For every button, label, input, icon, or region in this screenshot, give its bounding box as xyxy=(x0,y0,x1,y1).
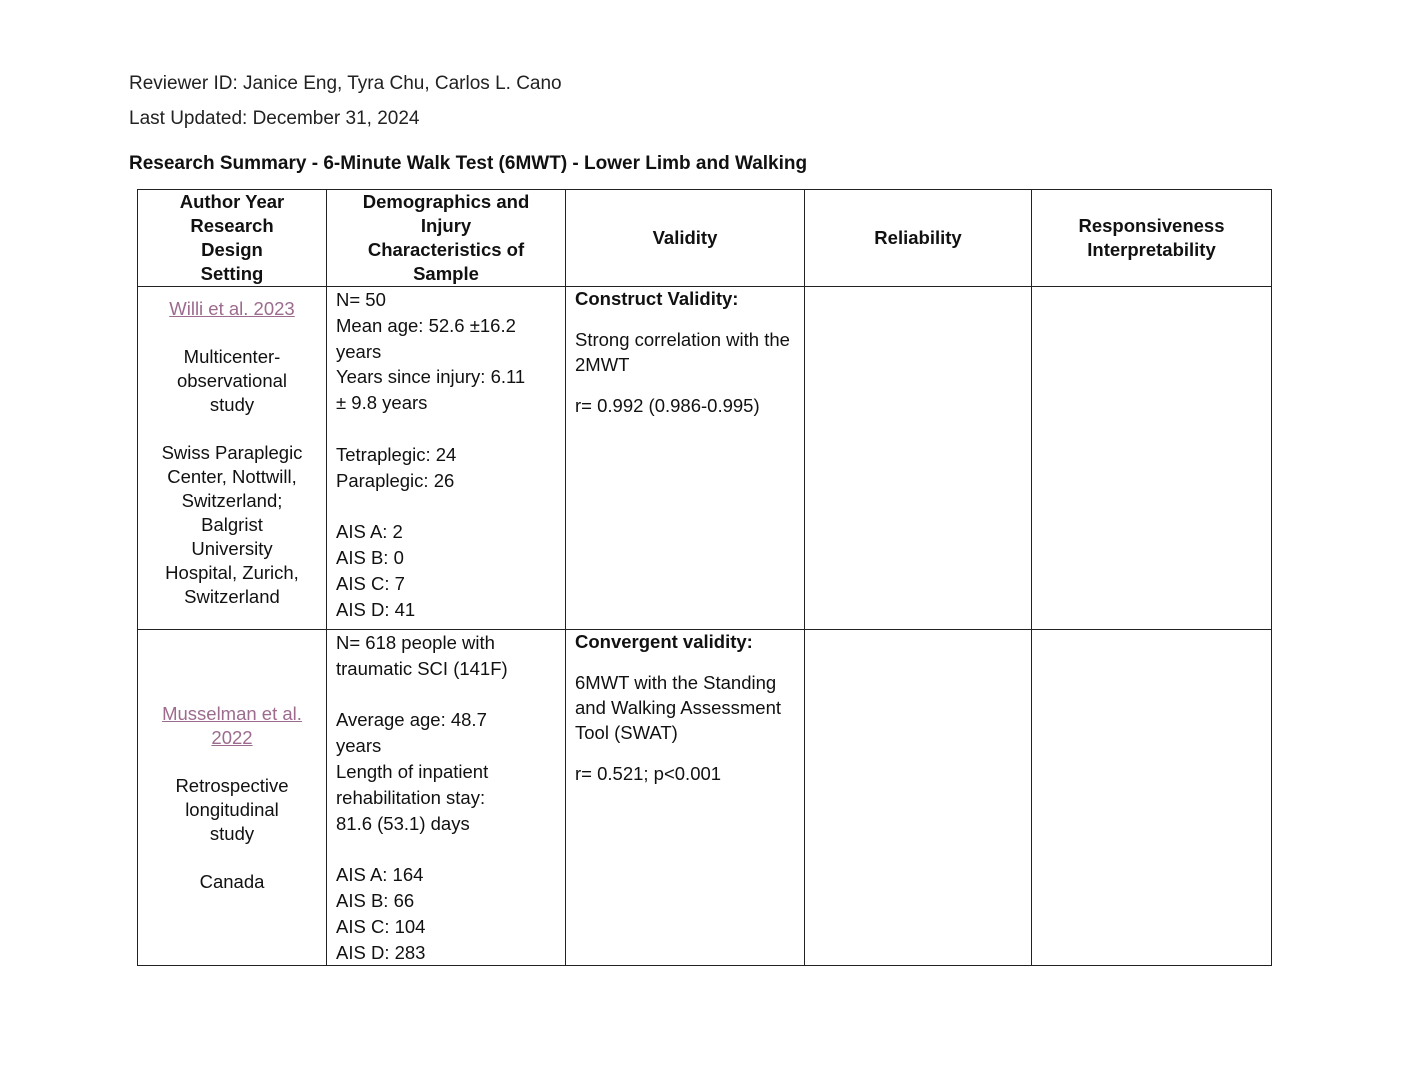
demographics-line: AIS C: 7 xyxy=(336,572,405,594)
header-demographics-line: Injury xyxy=(420,215,472,236)
header-author-line: Author Year xyxy=(179,191,285,212)
reliability-cell xyxy=(805,630,1032,966)
demographics-line: Paraplegic: 26 xyxy=(336,469,455,491)
demographics-line: AIS A: 164 xyxy=(336,864,424,886)
author-cell xyxy=(138,630,327,966)
reliability-cell xyxy=(805,287,1032,630)
study-setting-line: Hospital, Zurich, xyxy=(165,562,299,583)
table-header-row xyxy=(138,190,1272,287)
demographics-line: Mean age: 52.6 ±16.2 xyxy=(336,314,516,336)
header-author-line: Design xyxy=(201,239,263,260)
header-responsiveness-line: Interpretability xyxy=(1087,239,1216,260)
header-validity: Validity xyxy=(566,190,805,287)
study-setting-line: Center, Nottwill, xyxy=(167,466,297,487)
study-design-line: study xyxy=(209,822,255,844)
study-setting-line: Swiss Paraplegic xyxy=(161,442,303,463)
study-design-line: Multicenter- xyxy=(183,346,281,367)
demographics-line: AIS D: 41 xyxy=(336,598,416,620)
validity-text: Strong correlation with the 2MWT xyxy=(575,329,790,375)
study-link-musselman-2022[interactable]: Musselman et al. 2022 xyxy=(162,702,302,748)
study-setting-line: Balgrist xyxy=(201,514,263,535)
study-design-line: longitudinal xyxy=(185,798,279,820)
demographics-line: AIS D: 283 xyxy=(336,941,426,963)
demographics-line: years xyxy=(336,340,382,362)
validity-heading: Convergent validity: xyxy=(575,631,753,652)
header-responsiveness xyxy=(1032,190,1272,287)
demographics-line: rehabilitation stay: xyxy=(336,786,486,808)
demographics-line: 81.6 (53.1) days xyxy=(336,812,470,834)
study-setting-line: Switzerland xyxy=(184,586,280,607)
demographics-line: years xyxy=(336,735,382,757)
demographics-cell xyxy=(327,287,566,630)
header-responsiveness-line: Responsiveness xyxy=(1078,215,1225,236)
demographics-line: Length of inpatient xyxy=(336,760,489,782)
table-row xyxy=(138,630,1272,966)
header-reliability: Reliability xyxy=(805,190,1032,287)
demographics-spacer xyxy=(336,493,556,519)
study-design-line: observational xyxy=(176,370,288,391)
demographics-line: Years since injury: 6.11 xyxy=(336,366,526,388)
demographics-line: traumatic SCI (141F) xyxy=(336,657,508,679)
header-author xyxy=(138,190,327,287)
page-title: Research Summary - 6-Minute Walk Test (6MWT) - Lower Limb and Walking xyxy=(129,153,808,174)
last-updated: Last Updated: December 31, 2024 xyxy=(129,108,420,129)
study-design-line: Retrospective xyxy=(175,774,289,796)
demographics-line: N= 50 xyxy=(336,289,386,310)
demographics-line: AIS B: 0 xyxy=(336,546,404,568)
responsiveness-cell xyxy=(1032,287,1272,630)
demographics-cell xyxy=(327,630,566,966)
demographics-line: AIS C: 104 xyxy=(336,915,426,937)
demographics-spacer xyxy=(336,682,556,708)
validity-text: r= 0.521; p<0.001 xyxy=(575,763,722,784)
author-cell xyxy=(138,287,327,630)
validity-text: r= 0.992 (0.986-0.995) xyxy=(575,395,760,416)
demographics-spacer xyxy=(336,416,556,442)
demographics-line: AIS B: 66 xyxy=(336,889,415,911)
demographics-line: Tetraplegic: 24 xyxy=(336,443,457,465)
header-demographics-line: Sample xyxy=(413,263,479,284)
demographics-line: N= 618 people with xyxy=(336,632,495,653)
header-demographics-line: Demographics and xyxy=(362,191,530,212)
validity-heading: Construct Validity: xyxy=(575,288,739,309)
reviewer-id: Reviewer ID: Janice Eng, Tyra Chu, Carlos L. Cano xyxy=(129,73,562,94)
header-author-line: Setting xyxy=(200,263,264,284)
study-setting-line: University xyxy=(191,538,273,559)
study-design-line: study xyxy=(209,394,255,415)
header-demographics-line: Characteristics of xyxy=(367,239,525,260)
demographics-line: Average age: 48.7 xyxy=(336,709,487,731)
header-author-line: Research xyxy=(190,215,274,236)
study-setting-line: Canada xyxy=(199,870,265,892)
research-summary-table xyxy=(137,189,1272,966)
demographics-line: AIS A: 2 xyxy=(336,521,403,543)
demographics-line: ± 9.8 years xyxy=(336,392,428,414)
validity-text: 6MWT with the Standing and Walking Assessment Tool (SWAT) xyxy=(575,672,781,743)
header-demographics xyxy=(327,190,566,287)
study-link-willi-2023[interactable]: Willi et al. 2023 xyxy=(169,298,295,319)
validity-cell xyxy=(566,287,805,630)
table-row xyxy=(138,287,1272,630)
validity-cell xyxy=(566,630,805,966)
study-setting-line: Switzerland; xyxy=(181,490,283,511)
demographics-spacer xyxy=(336,836,556,862)
responsiveness-cell xyxy=(1032,630,1272,966)
